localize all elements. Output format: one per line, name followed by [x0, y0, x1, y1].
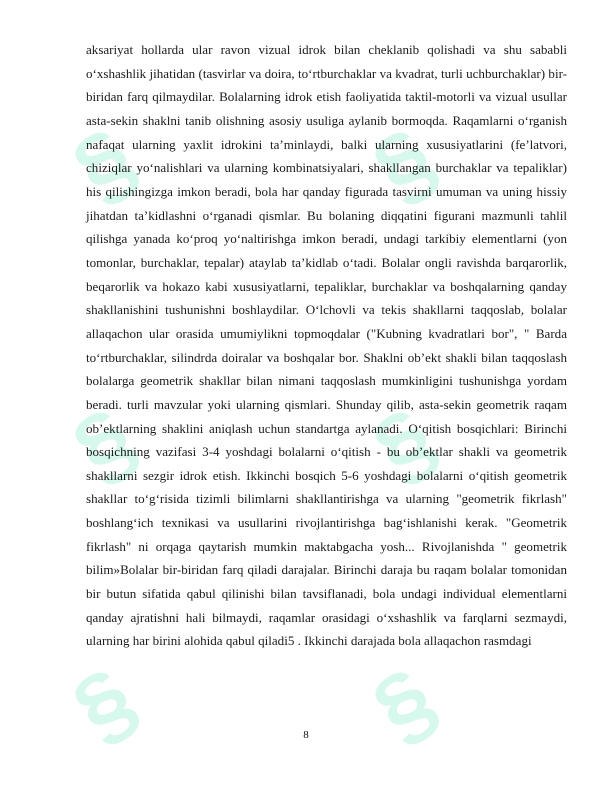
page-number: 8 [303, 729, 309, 741]
watermark-glyph: § [55, 109, 155, 221]
watermark-glyph: § [355, 389, 455, 501]
watermark-glyph: § [55, 389, 155, 501]
body-paragraph: aksariyat hollarda ular ravon vizual idrok bilan cheklanib qolishadi va shu sababli o‘xshashlik jihatidan (tasvirlar va doira, to‘rtburchaklar va kvadrat, turli uchburchaklar) bir-biridan farq qilmaydilar. Bolalarning idrok etish faoliyatida taktil-motorli va vizual usullar asta-sekin shaklni tanib olishning asosiy usuliga aylanib bormoqda. Raqamlarni o‘rganish nafaqat ularning yaxlit idrokini ta’minlaydi, balki ularning xususiyatlarini (fe’latvori, chiziqlar yo‘nalishlari va ularning kombinatsiyalari, shakllangan burchaklar va tepaliklar) his qilishingizga imkon beradi, bola har qanday figurada tasvirni umuman va uning hissiy jihatdan ta’kidlashni o‘rganadi qismlar. Bu bolaning diqqatini figurani mazmunli tahlil qilishga yanada ko‘proq yo‘naltirishga imkon beradi, undagi tarkibiy elementlarni (yon tomonlar, burchaklar, tepalar) ataylab ta’kidlab o‘tadi. Bolalar ongli ravishda barqarorlik, beqarorlik va hokazo kabi xususiyatlarni, tepaliklar, burchaklar va boshqalarning qanday shakllanishini tushunishni boshlaydilar. O‘lchovli va tekis shakllarni taqqoslab, bolalar allaqachon ular orasida umumiylikni topmoqdalar ("Kubning kvadratlari bor", " Barda to‘rtburchaklar, silindrda doiralar va boshqalar bor. Shaklni ob’ekt shakli bilan taqqoslash bolalarga geometrik shakllar bilan nimani taqqoslash mumkinligini tushunishga yordam beradi. turli mavzular yoki ularning qismlari. Shunday qilib, asta-sekin geometrik raqam ob’ektlarning shaklini aniqlash uchun standartga aylanadi. O‘qitish bosqichlari: Birinchi bosqichning vazifasi 3-4 yoshdagi bolalarni o‘qitish - bu ob’ektlar shakli va geometrik shakllarni sezgir idrok etish. Ikkinchi bosqich 5-6 yoshdagi bolalarni o‘qitish geometrik shakllar to‘g‘risida tizimli bilimlarni shakllantirishga va ularning "geometrik fikrlash" boshlang‘ich texnikasi va usullarini rivojlantirishga bag‘ishlanishi kerak. "Geometrik fikrlash" ni orqaga qaytarish mumkin maktabgacha yosh... Rivojlanishda " geometrik bilim»Bolalar bir-biridan farq qiladi darajalar. Birinchi daraja bu raqam bolalar tomonidan bir butun sifatida qabul qilinishi bilan tavsiflanadi, bola undagi individual elementlarni qanday ajratishni hali bilmaydi, raqamlar orasidagi o‘xshashlik va farqlarni sezmaydi, ularning har birini alohida qabul qiladi5 . Ikkinchi darajada bola allaqachon rasmdagi [86, 42, 567, 649]
watermark-glyph: § [355, 649, 455, 761]
watermark-glyph: § [55, 649, 155, 761]
watermark-glyph: § [355, 109, 455, 221]
